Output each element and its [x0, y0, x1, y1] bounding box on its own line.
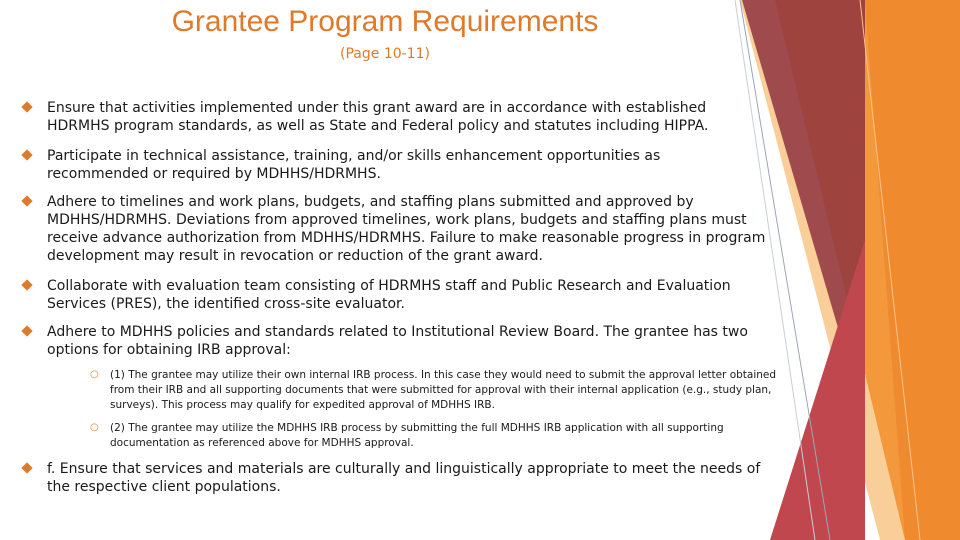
orange-circle-icon: ○: [90, 422, 99, 433]
sub-bullet-text: (1) The grantee may utilize their own internal IRB process. In this case they would need to submit the approval letter obtained from their IRB and all supporting documents that were submitted for approval with their internal application (e.g., study plan, surveys). This process may qualify for expedited approval of MDHHS IRB.: [110, 369, 777, 411]
orange-circle-icon: ○: [90, 369, 99, 380]
page-title: Grantee Program Requirements: [171, 5, 599, 38]
sub-bullet-text: (2) The grantee may utilize the MDHHS IRB process by submitting the full MDHHS IRB application with all supporting documentation as referenced above for MDHHS approval.: [110, 422, 724, 449]
bullet-text: Ensure that activities implemented under this grant award are in accordance with established HDRMHS program standards, as well as State and Federal policy and statutes including HIPPA.: [47, 100, 709, 134]
bullet-text: Adhere to timelines and work plans, budgets, and staffing plans submitted and approved by MDHHS/HDRMHS. Deviations from approved timelines, work plans, budgets and staffing plans must receive advance authorization from MDHHS/HDRMHS. Failure to make reasonable progress in program development may result in revocation or reduction of the grant award.: [47, 194, 766, 264]
page-subtitle: (Page 10-11): [340, 46, 430, 62]
bullet-text: Collaborate with evaluation team consisting of HDRMHS staff and Public Research and Evaluation Services (PRES), the identified cross-site evaluator.: [47, 278, 731, 312]
bullet-text: f. Ensure that services and materials are culturally and linguistically appropriate to meet the needs of the respective client populations.: [47, 461, 761, 495]
bullet-text: Participate in technical assistance, training, and/or skills enhancement opportunities as recommended or required by MDHHS/HDRMHS.: [47, 148, 661, 182]
bullet-text: Adhere to MDHHS policies and standards related to Institutional Review Board. The grantee has two options for obtaining IRB approval:: [47, 324, 748, 358]
